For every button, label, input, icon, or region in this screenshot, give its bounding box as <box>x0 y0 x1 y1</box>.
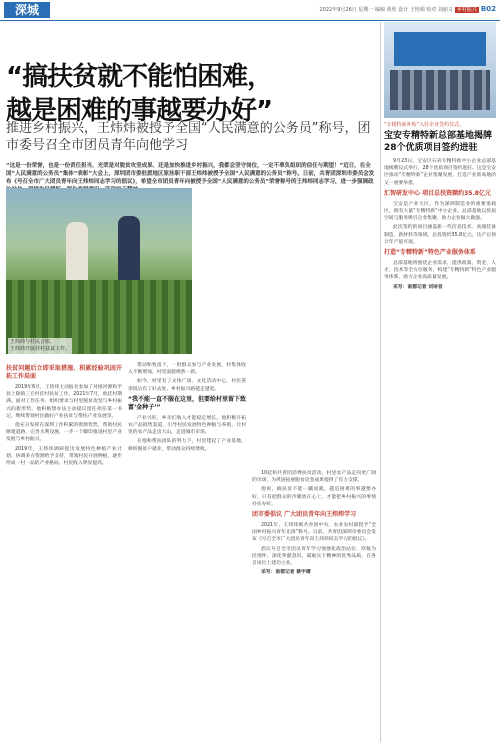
column-1-subhead: 扶贫问题后立即采取措施、积累经验巩固开拓工作局面 <box>6 365 122 380</box>
side-photo-people <box>390 70 490 110</box>
column-1-paragraph: 2019年6月，王炜炜主动报名参加了对接河源和平县上陵镇三丘村挂村扶贫工作，2021年7月，他挂村期满。面对工作任务、组织要求与村里脱贫攻坚与乡村振兴的新形势，他积极想办法主动提议留任担任第一书记，继续带领村民做好产业扶贫与帮扶产业发展等。 <box>6 385 122 419</box>
photo-caption-2: 王炜炜开展挂村扶贫工作。 <box>10 346 71 352</box>
photo-caption <box>8 338 72 354</box>
side-credit: 采写：南都记者 刘诗音 <box>393 284 443 290</box>
headline <box>6 60 272 128</box>
column-1-paragraph: 2019年，王炜炜调研提出发展特色种植产业计划，协调多方资源给予支持，带领村民开展种植，逐步形成一村一品的产业格局，村民收入明显提高。 <box>6 446 122 467</box>
headline-line-2: 越是困难的事越要办好” <box>6 96 273 126</box>
side-subhead-2: 打造“专精特新”特色产业服务体系 <box>384 249 476 257</box>
column-3-subhead: 团市委倡议 广大团员青年向王炜炜学习 <box>252 511 357 519</box>
article-credit: 采写：南都记者 蔡宇晴 <box>261 570 311 576</box>
column-1-paragraph: 他充分发挥在深圳工作积累的资源优势，帮助村民修建道路、完善水利设施，一步一个脚印推进村里产业发展与乡村振兴。 <box>6 423 122 443</box>
photo-caption-1: 王炜炜与村民合影。 <box>10 339 56 345</box>
column-2-paragraph: 在他和帮扶团队的努力下，村里建起了产业基地，吸纳脱贫户就业，带动群众持续增收。 <box>128 439 246 452</box>
issue-info: 2022年9月26日 星期一 编辑 黄欣 设计 王艳娟 校对 刘丽文 <box>319 7 453 13</box>
issue-line <box>320 5 497 13</box>
headline-deck: 推进乡村振兴，王炜炜被授予全国“人民满意的公务员”称号，团市委号召全市团员青年向他学习 <box>6 121 371 153</box>
column-2-paragraph: 产业兴旺，乡亲们收入才能稳定增长。他积极开拓农产品销售渠道，引导村民发展特色种植与养殖，让村里的农产品走出大山，走进城市市场。 <box>128 415 246 436</box>
headline-line-1: “搞扶贫就不能怕困难， <box>6 62 273 92</box>
side-photo-caption: “专精特新补贴”入驻企业签约仪式。 <box>384 122 465 128</box>
page-number: B02 <box>480 5 496 13</box>
article-column-2 <box>128 362 246 746</box>
column-3-paragraph: 他说，搞扶贫不能一蹴而就，越是困难的事越要办好，只有把群众的冷暖放在心上，才能把乡村振兴的事情办实办好。 <box>252 487 376 507</box>
side-article-body <box>384 158 496 746</box>
photo-person-2 <box>118 216 140 282</box>
photo-person-1 <box>66 222 88 282</box>
side-paragraph: 此次签约的项目涵盖新一代信息技术、高端装备制造、新材料等领域，总投资约35.8亿元，达产后预计年产值可观。 <box>384 225 496 245</box>
lead-paragraph: “这是一份荣誉，也是一份责任担当，光荣是对脱贫攻坚成果、还是加快推进乡村振兴，我都会坚守岗位，一定不辜负组织的信任与期望！”近日，在全国“人民满意的公务员”集体“表彰”大会上，深圳团市委驻派地区原挂职干部王炜炜被授予全国“人民满意的公务员”称号。日前，共青团深圳市委员会发布《号召全市广大团员青年向王炜炜同志学习的倡议》，希望全市团员青年向被授予全国“人民满意的公务员”荣誉称号的王炜炜同志学习，进一步强调政 <box>6 163 375 185</box>
side-article-title: 宝安专精特新总部基地揭牌 28个优质项目签约进驻 <box>384 131 493 153</box>
page-header <box>0 0 500 21</box>
column-2-paragraph: 带动和致富下，一批群众参与产业发展，村集体收入不断增加，村里面貌焕然一新。 <box>128 363 246 376</box>
column-3-paragraph: 倡议号召全市团员青年学习他强化政治站位、厚植为民情怀、深化奉献意识、砥砺实干精神的优秀品质，在各自岗位上建功立业。 <box>252 546 376 567</box>
column-2-subhead: “我不能一直不服在这里，但要给村里留下致富‘金种子’” <box>128 395 246 411</box>
main-photo <box>6 188 192 354</box>
article-column-1 <box>6 362 122 746</box>
side-photo <box>384 22 496 118</box>
side-paragraph: 9月23日，宝安区石岩专精特新中小企业总部基地揭牌仪式举行，28个优质项目签约进驻。这是宝安区推动“专精特新”企业集聚发展、打造产业新高地的又一重要举措。 <box>384 159 496 186</box>
article-column-3 <box>252 470 376 746</box>
side-paragraph: 宝安是产业大区，作为深圳制造业的重要承载区，拥有大量“专精特新”中小企业。总部基地以优质空间与服务吸引企业集聚，助力企业做大做强。 <box>384 201 496 222</box>
column-3-paragraph: 2021年，王炜炜被共青团中央、农业农村部授予“全国乡村振兴青年先锋”称号。日前，共青团深圳市委员会发布《号召全市广大团员青年向王炜炜同志学习的倡议》。 <box>252 523 376 543</box>
column-2-paragraph: 如今，村里有了文体广场、文化活动中心，村民茶余饭后有了好去处，乡村振兴路越走越宽。 <box>128 379 246 392</box>
column-divider <box>380 22 381 742</box>
side-photo-screen <box>394 32 486 66</box>
section-tag: 深城 <box>4 2 50 18</box>
section-badge: 乡村振兴 <box>456 7 477 13</box>
side-subhead-1: 汇智研发中心 项目总投资额约35.8亿元 <box>384 189 491 197</box>
column-3-paragraph: 10起和共青团消费扶贫活动，村里农产品走向更广阔的市场，为巩固拓展脱贫攻坚成果提供了有力支撑。 <box>252 471 376 484</box>
side-paragraph: 总部基地将围绕企业需求，提供政策、资金、人才、技术等全方位服务，构建“专精特新”特色产业服务体系，助力企业高质量发展。 <box>384 261 496 281</box>
